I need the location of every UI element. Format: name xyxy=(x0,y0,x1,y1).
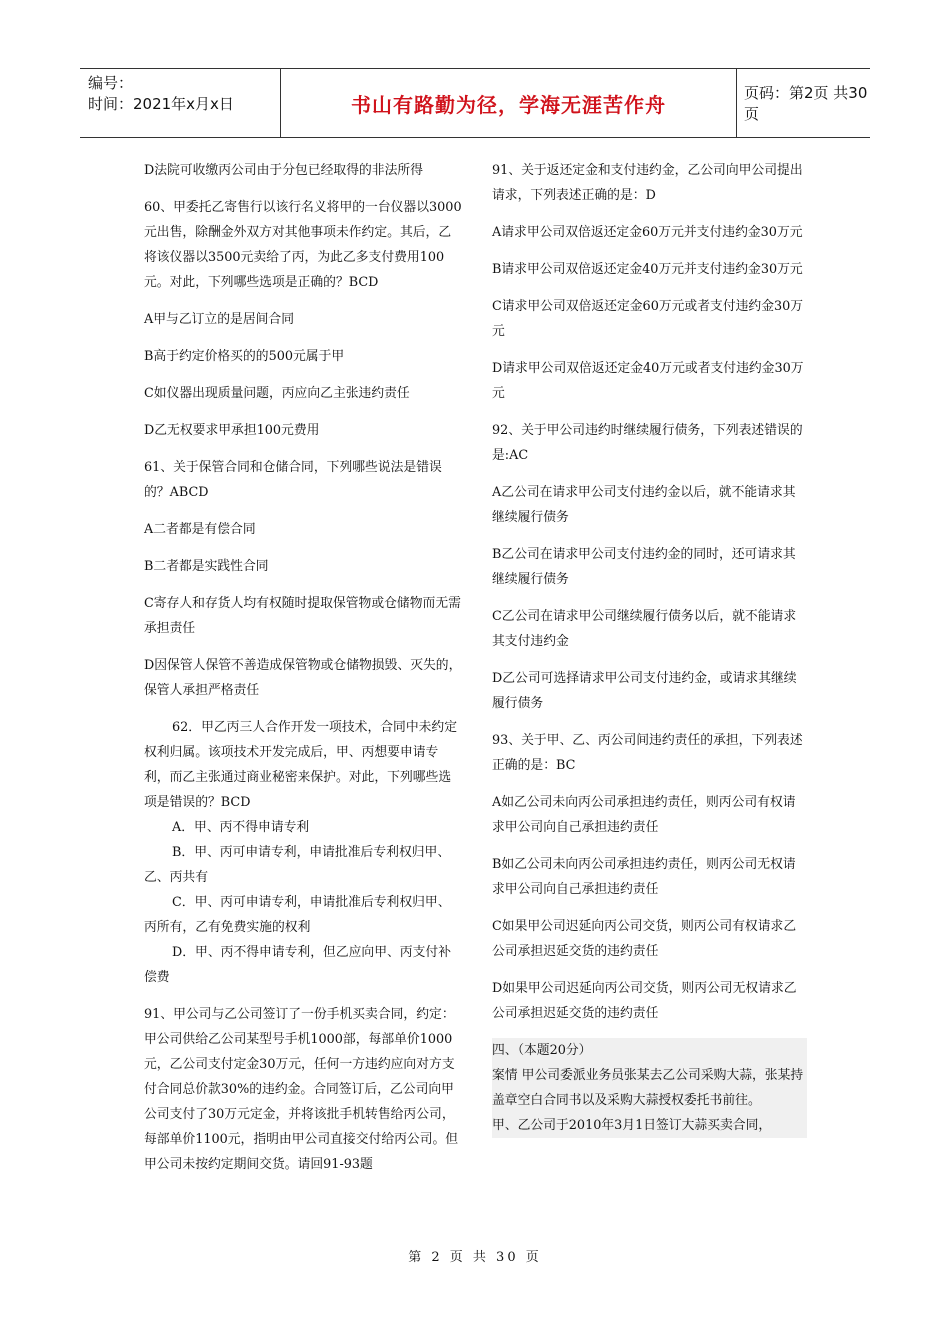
option: C如果甲公司迟延向丙公司交货，则丙公司有权请求乙公司承担迟延交货的违约责任 xyxy=(492,919,797,959)
question-91: 91、关于返还定金和支付违约金，乙公司向甲公司提出请求，下列表述正确的是：D xyxy=(492,163,803,203)
option: A如乙公司未向丙公司承担违约责任，则丙公司有权请求甲公司向自己承担违约责任 xyxy=(492,795,796,835)
question-93: 93、关于甲、乙、丙公司间违约责任的承担，下列表述正确的是：BC xyxy=(492,733,803,773)
option: B如乙公司未向丙公司承担违约责任，则丙公司无权请求甲公司向自己承担违约责任 xyxy=(492,857,796,897)
header-motto: 书山有路勤为径，学海无涯苦作舟 xyxy=(280,69,737,137)
right-column xyxy=(492,158,807,1138)
option: D．甲、丙不得申请专利，但乙应向甲、丙支付补偿费 xyxy=(144,945,451,985)
page-header xyxy=(80,68,870,138)
page-footer: 第 2 页 共 30 页 xyxy=(408,1250,542,1265)
left-column xyxy=(144,158,462,1189)
option: C如仪器出现质量问题，丙应向乙主张违约责任 xyxy=(144,386,410,401)
option: B高于约定价格买的的500元属于甲 xyxy=(144,349,345,364)
question-61: 61、关于保管合同和仓储合同，下列哪些说法是错误的？ABCD xyxy=(144,460,442,500)
document-time: 时间：2021年x月x日 xyxy=(88,95,234,113)
case-text: 案情 甲公司委派业务员张某去乙公司采购大蒜，张某持盖章空白合同书以及采购大蒜授权委托书前往。 xyxy=(492,1063,807,1113)
option: C请求甲公司双倍返还定金60万元或者支付违约金30万元 xyxy=(492,299,804,339)
question-62: 62．甲乙丙三人合作开发一项技术，合同中未约定权利归属。该项技术开发完成后，甲、丙想要申请专利，而乙主张通过商业秘密来保护。对此，下列哪些选项是错误的？BCD xyxy=(144,720,458,810)
option: D如果甲公司迟延向丙公司交货，则丙公司无权请求乙公司承担迟延交货的违约责任 xyxy=(492,981,797,1021)
option: B请求甲公司双倍返还定金40万元并支付违约金30万元 xyxy=(492,262,803,277)
question-92: 92、关于甲公司违约时继续履行债务，下列表述错误的是:AC xyxy=(492,423,803,463)
option: C．甲、丙可申请专利，申请批准后专利权归甲、丙所有，乙有免费实施的权利 xyxy=(144,895,451,935)
header-meta xyxy=(88,73,278,115)
question-60: 60、甲委托乙寄售行以该行名义将甲的一台仪器以3000元出售，除酬金外双方对其他事项未作约定。其后，乙将该仪器以3500元卖给了丙，为此乙多支付费用100元。对此，下列哪些选项是正确的？BCD xyxy=(144,200,462,290)
option: D请求甲公司双倍返还定金40万元或者支付违约金30万元 xyxy=(492,361,804,401)
question-91-case: 91、甲公司与乙公司签订了一份手机买卖合同，约定：甲公司供给乙公司某型号手机1000部，每部单价1000元，乙公司支付定金30万元，任何一方违约应向对方支付合同总价款30%的违约金。合同签订后，乙公司向甲公司支付了30万元定金，并将该批手机转售给丙公司，每部单价1100元，指明由甲公司直接交付给丙公司。但甲公司未按约定期间交货。请回91-93题 xyxy=(144,1007,459,1172)
case-section xyxy=(492,1038,807,1138)
option: B二者都是实践性合同 xyxy=(144,559,269,574)
option: A甲与乙订立的是居间合同 xyxy=(144,312,295,327)
option: D乙公司可选择请求甲公司支付违约金，或请求其继续履行债务 xyxy=(492,671,797,711)
option: A二者都是有偿合同 xyxy=(144,522,256,537)
header-page-number: 页码：第2页 共30页 xyxy=(744,84,868,123)
option: C寄存人和存货人均有权随时提取保管物或仓储物而无需承担责任 xyxy=(144,596,461,636)
section-heading: 四、（本题20分） xyxy=(492,1038,807,1063)
document-number: 编号： xyxy=(88,74,134,92)
option: D乙无权要求甲承担100元费用 xyxy=(144,423,320,438)
option: A．甲、丙不得申请专利 xyxy=(172,820,310,835)
paragraph: D法院可收缴丙公司由于分包已经取得的非法所得 xyxy=(144,163,423,178)
case-text: 甲、乙公司于2010年3月1日签订大蒜买卖合同， xyxy=(492,1113,807,1138)
option: B乙公司在请求甲公司支付违约金的同时，还可请求其继续履行债务 xyxy=(492,547,796,587)
option: A请求甲公司双倍返还定金60万元并支付违约金30万元 xyxy=(492,225,803,240)
option: C乙公司在请求甲公司继续履行债务以后，就不能请求其支付违约金 xyxy=(492,609,797,649)
option: A乙公司在请求甲公司支付违约金以后，就不能请求其继续履行债务 xyxy=(492,485,796,525)
option: B．甲、丙可申请专利，申请批准后专利权归甲、乙、丙共有 xyxy=(144,845,451,885)
option: D因保管人保管不善造成保管物或仓储物损毁、灭失的，保管人承担严格责任 xyxy=(144,658,462,698)
